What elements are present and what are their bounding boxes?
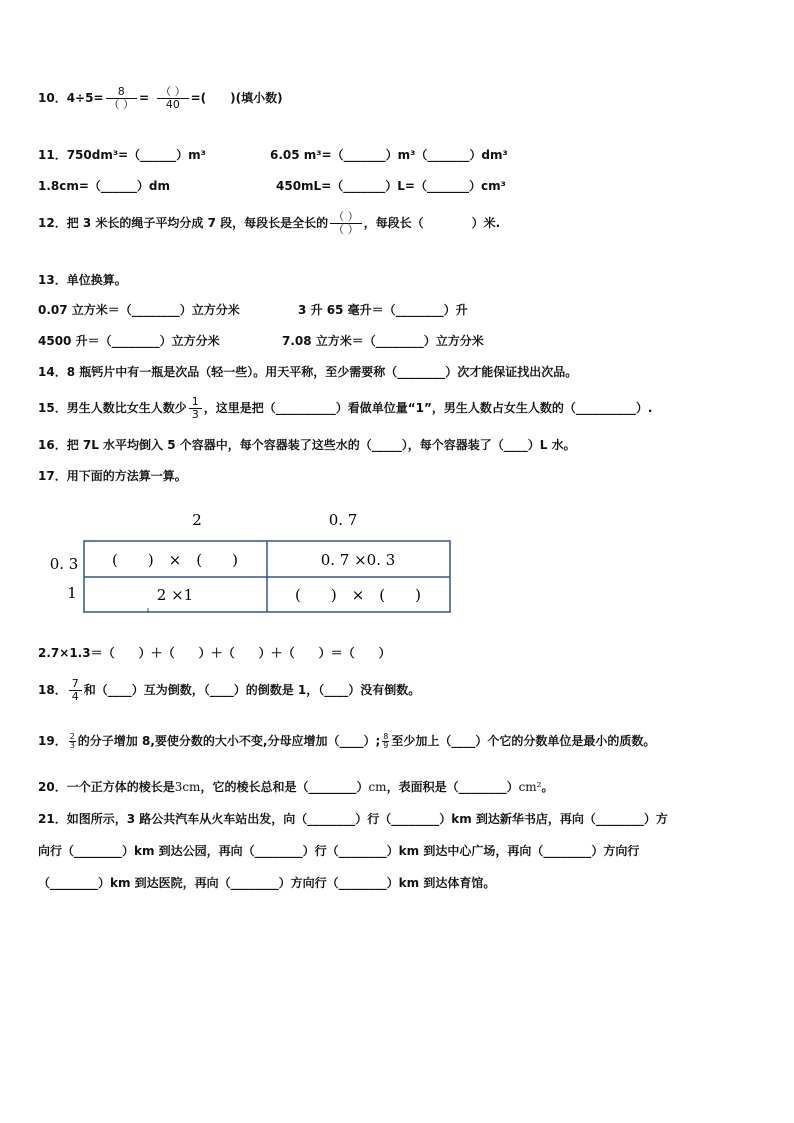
question-21-line-2: 向行（________）km 到达公园，再向（________）行（________）km 到达中心广场，再向（________）方向行	[38, 844, 640, 858]
q20-unit-2: cm²	[518, 780, 542, 794]
question-16: 16．把 7L 水平均倒入 5 个容器中，每个容器装了这些水的（_____），每个容器装了（____）L 水。	[38, 438, 576, 452]
question-13-b: 3 升 65 毫升＝（________）升	[298, 303, 468, 317]
q19-suffix: 至少加上（____）个它的分数单位是最小的质数。	[391, 734, 656, 748]
question-13-a: 0.07 立方米＝（________）立方分米	[38, 303, 240, 317]
q20-prefix: 20．一个正方体的棱长是	[38, 780, 175, 794]
question-11-c: 1.8cm=（______）dm	[38, 179, 171, 193]
q12-denominator: （ ）	[333, 223, 359, 236]
q15-prefix: 15．男生人数比女生人数少	[38, 401, 187, 415]
q19-prefix: 19．	[38, 734, 67, 748]
question-17-equation: 2.7×1.3＝（ ）＋（ ）＋（ ）＋（ ）＝（ ）	[38, 646, 391, 660]
q18-prefix: 18．	[38, 683, 67, 697]
q18-numerator: 7	[69, 678, 82, 691]
q10-f1-numerator: 8	[106, 86, 138, 99]
table-col-head-1: 2	[192, 511, 202, 529]
question-13-title: 13．单位换算。	[38, 273, 127, 287]
q19-f1-denominator: 3	[69, 741, 75, 750]
q18-suffix: 和（____）互为倒数，（____）的倒数是 1，（____）没有倒数。	[83, 683, 421, 697]
q10-f1-denominator: （ ）	[108, 98, 135, 111]
question-17-title: 17．用下面的方法算一算。	[38, 469, 187, 483]
q10-f2-denominator: 40	[165, 98, 180, 111]
q12-numerator: （ ）	[330, 211, 362, 224]
q20-unit-1: cm	[368, 780, 387, 794]
q10-equals: =	[139, 91, 150, 105]
table-row-head-2: 1	[67, 584, 77, 602]
question-21-line-1: 21．如图所示，3 路公共汽车从火车站出发，向（________）行（________）km 到达新华书店，再向（________）方	[38, 812, 668, 826]
question-20	[38, 779, 554, 795]
q19-fraction-1	[69, 733, 76, 750]
question-11-b: 6.05 m³=（_______）m³（_______）dm³	[270, 148, 508, 162]
q20-middle: ，它的棱长总和是（________）	[200, 780, 369, 794]
question-14: 14．8 瓶钙片中有一瓶是次品（轻一些）。用天平称，至少需要称（________）次才能保证找出次品。	[38, 365, 578, 379]
question-13-d: 7.08 立方米＝（________）立方分米	[282, 334, 484, 348]
table-col-head-2: 0. 7	[328, 511, 358, 529]
question-18	[38, 678, 420, 703]
q15-numerator: 1	[189, 396, 202, 409]
table-cell-r2c2: ( ) × ( )	[295, 586, 421, 604]
q18-denominator: 4	[71, 690, 79, 703]
q10-f2-numerator: （ ）	[157, 86, 189, 99]
question-11-d: 450mL=（_______）L=（_______）cm³	[276, 179, 506, 193]
q19-f2-numerator: 8	[383, 732, 389, 741]
table-cell-r2c1: 2 ×1	[156, 586, 194, 604]
q20-length: 3cm	[174, 780, 201, 794]
q19-middle: 的分子增加 8,要使分数的大小不变,分母应增加（____）;	[77, 734, 381, 748]
question-21-line-3: （________）km 到达医院，再向（________）方向行（________）km 到达体育馆。	[38, 876, 496, 890]
q19-f1-numerator: 2	[69, 732, 75, 741]
question-11-a: 11．750dm³=（______）m³	[38, 148, 206, 162]
q15-denominator: 3	[191, 408, 199, 421]
table-cell-r1c1: ( ) × ( )	[112, 551, 238, 569]
q18-fraction	[69, 678, 82, 703]
table-row-head-1: 0. 3	[49, 555, 79, 573]
q19-f2-denominator: 9	[383, 741, 389, 750]
q19-fraction-2	[382, 733, 389, 750]
question-13-c: 4500 升＝（________）立方分米	[38, 334, 220, 348]
q10-prefix: 10．4÷5=	[38, 91, 104, 105]
question-19	[38, 733, 655, 750]
table-cell-r1c2: 0. 7 ×0. 3	[320, 551, 396, 569]
q20-middle-2: ，表面积是（________）	[386, 780, 519, 794]
q12-prefix: 12．把 3 米长的绳子平均分成 7 段，每段长是全长的	[38, 216, 329, 230]
q10-suffix: =( )(填小数)	[190, 91, 283, 105]
q20-suffix: 。	[541, 780, 554, 794]
q12-suffix: ，每段长（ ）米.	[363, 216, 501, 230]
q15-suffix: ，这里是把（__________）看做单位量“1”，男生人数占女生人数的（__________）.	[203, 401, 653, 415]
